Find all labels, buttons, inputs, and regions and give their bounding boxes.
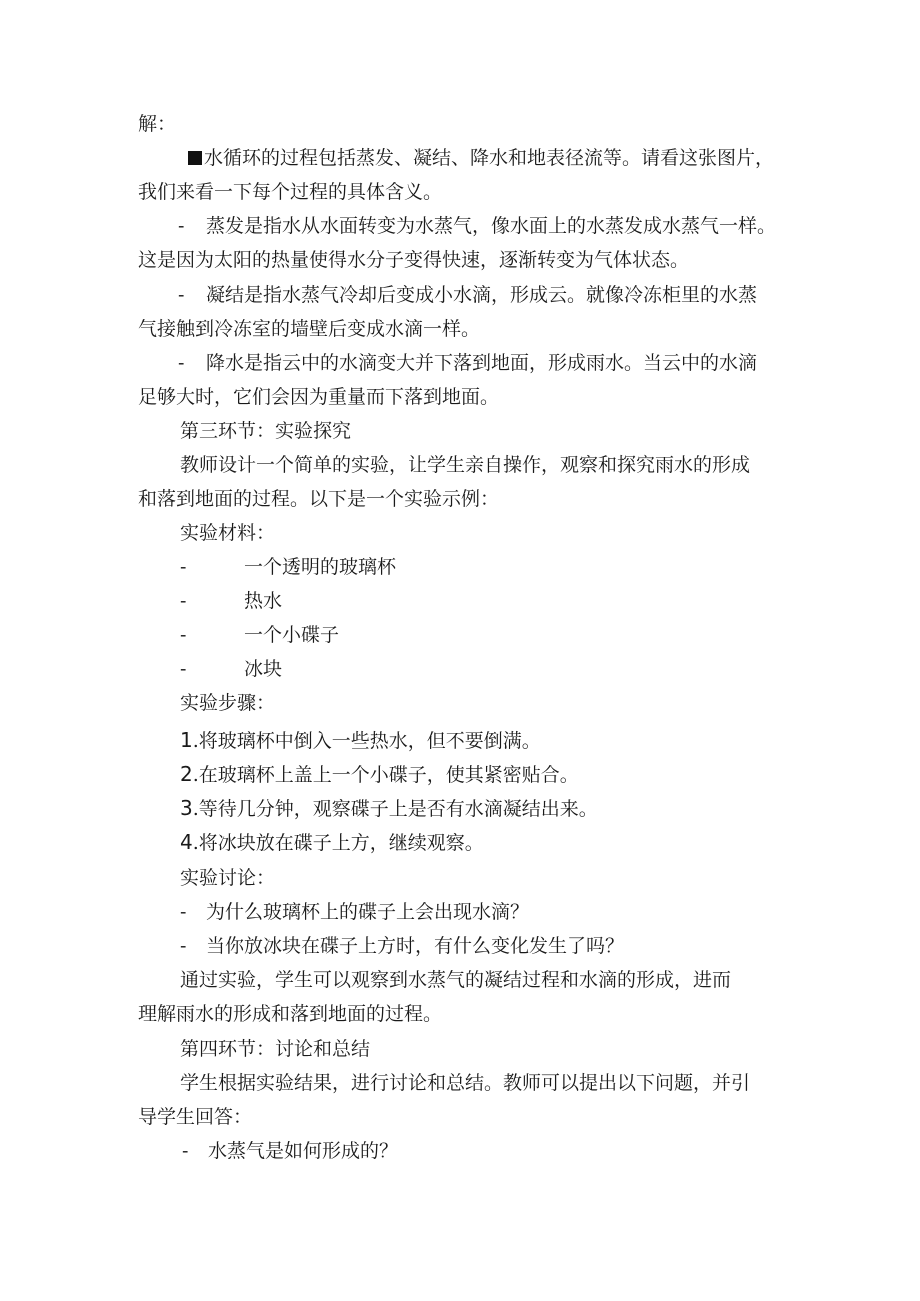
- dash-bullet: -: [180, 658, 187, 680]
- answer-label-text: 解：: [138, 113, 177, 135]
- step-item: [180, 762, 579, 787]
- step-number: 3: [180, 796, 193, 820]
- section-heading-text: 第四环节：讨论和总结: [180, 1038, 371, 1060]
- discussion-question: [180, 934, 624, 958]
- question-text: 水蒸气是如何形成的？: [208, 1140, 399, 1162]
- question-text: 为什么玻璃杯上的碟子上会出现水滴？: [206, 901, 530, 923]
- steps-label: [180, 691, 275, 715]
- section4-heading: [180, 1037, 370, 1061]
- dash-bullet: -: [180, 624, 187, 646]
- dash-bullet: -: [178, 352, 185, 374]
- summary-question: [182, 1139, 398, 1163]
- process-precipitation-line2: [138, 385, 499, 409]
- black-square-bullet-icon: [188, 151, 202, 165]
- material-item: [180, 657, 282, 681]
- answer-label: [138, 112, 176, 136]
- step-number: 4: [180, 830, 193, 854]
- step-text: .等待几分钟，观察碟子上是否有水滴凝结出来。: [192, 798, 598, 820]
- material-text: 一个小碟子: [244, 624, 340, 646]
- section3-desc-line1: [180, 453, 750, 477]
- section-desc-text: 和落到地面的过程。以下是一个实验示例：: [138, 488, 500, 510]
- conclusion-text: 通过实验，学生可以观察到水蒸气的凝结过程和水滴的形成，进而: [180, 969, 732, 991]
- step-text: .在玻璃杯上盖上一个小碟子，使其紧密贴合。: [192, 764, 579, 786]
- step-item: [180, 728, 541, 753]
- conclusion-line1: [180, 968, 731, 992]
- section4-desc-line1: [180, 1071, 750, 1095]
- section-desc-text: 导学生回答：: [138, 1106, 253, 1128]
- step-number: 2: [180, 762, 193, 786]
- process-condensation-line1: [178, 283, 757, 307]
- section-desc-text: 教师设计一个简单的实验，让学生亲自操作，观察和探究雨水的形成: [180, 454, 751, 476]
- section-desc-text: 学生根据实验结果，进行讨论和总结。教师可以提出以下问题，并引: [180, 1072, 751, 1094]
- process-text: 足够大时，它们会因为重量而下落到地面。: [138, 386, 500, 408]
- dash-bullet: -: [180, 556, 187, 578]
- question-text: 当你放冰块在碟子上方时，有什么变化发生了吗？: [206, 935, 625, 957]
- process-text: 降水是指云中的水滴变大并下落到地面，形成雨水。当云中的水滴: [206, 352, 758, 374]
- section3-heading: [180, 419, 351, 443]
- discussion-label: [180, 866, 275, 890]
- material-text: 冰块: [244, 658, 283, 680]
- step-text: .将玻璃杯中倒入一些热水，但不要倒满。: [192, 730, 541, 752]
- step-item: [180, 830, 484, 855]
- intro-text: 我们来看一下每个过程的具体含义。: [138, 181, 443, 203]
- intro-paragraph-line1: [188, 146, 774, 170]
- section3-desc-line2: [138, 487, 499, 511]
- discussion-question: [180, 900, 529, 924]
- process-condensation-line2: [138, 317, 480, 341]
- intro-paragraph-line2: [138, 180, 442, 204]
- step-item: [180, 796, 598, 821]
- steps-label-text: 实验步骤：: [180, 692, 276, 714]
- material-item: [180, 589, 282, 613]
- section-heading-text: 第三环节：实验探究: [180, 420, 352, 442]
- intro-text: 水循环的过程包括蒸发、凝结、降水和地表径流等。请看这张图片，: [204, 147, 775, 169]
- materials-label: [180, 521, 275, 545]
- process-text: 这是因为太阳的热量使得水分子变得快速，逐渐转变为气体状态。: [138, 249, 690, 271]
- process-evaporation-line1: [178, 214, 776, 238]
- conclusion-line2: [138, 1002, 442, 1026]
- conclusion-text: 理解雨水的形成和落到地面的过程。: [138, 1003, 443, 1025]
- step-text: .将冰块放在碟子上方，继续观察。: [192, 832, 484, 854]
- material-text: 一个透明的玻璃杯: [244, 556, 397, 578]
- material-item: [180, 555, 396, 579]
- process-text: 蒸发是指水从水面转变为水蒸气，像水面上的水蒸发成水蒸气一样。: [206, 215, 777, 237]
- material-text: 热水: [244, 590, 283, 612]
- process-precipitation-line1: [178, 351, 757, 375]
- process-text: 气接触到冷冻室的墙壁后变成水滴一样。: [138, 318, 481, 340]
- dash-bullet: -: [180, 901, 187, 923]
- dash-bullet: -: [178, 215, 185, 237]
- material-item: [180, 623, 339, 647]
- dash-bullet: -: [180, 590, 187, 612]
- process-text: 凝结是指水蒸气冷却后变成小水滴，形成云。就像冷冻柜里的水蒸: [206, 284, 758, 306]
- dash-bullet: -: [180, 935, 187, 957]
- materials-label-text: 实验材料：: [180, 522, 276, 544]
- step-number: 1: [180, 728, 193, 752]
- process-evaporation-line2: [138, 248, 689, 272]
- discussion-label-text: 实验讨论：: [180, 867, 276, 889]
- section4-desc-line2: [138, 1105, 252, 1129]
- dash-bullet: -: [178, 284, 185, 306]
- dash-bullet: -: [182, 1140, 189, 1162]
